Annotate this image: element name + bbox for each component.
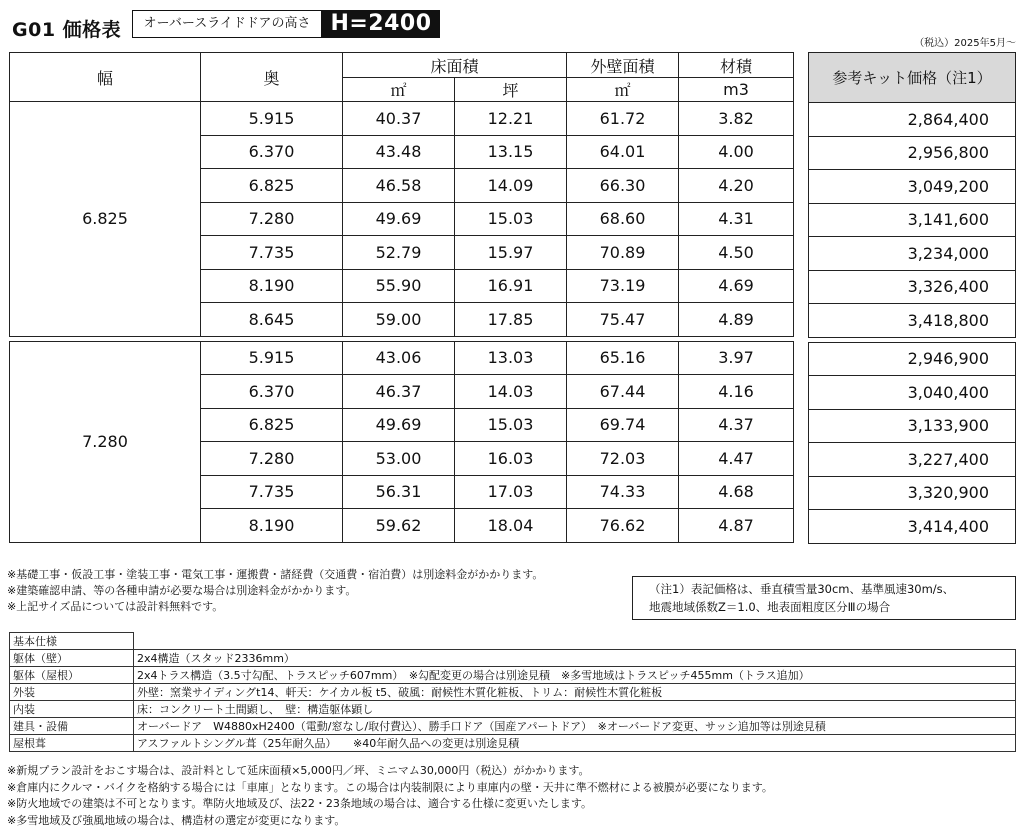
m3-cell: 3.97 [679,341,794,375]
depth-cell: 8.190 [201,269,343,303]
tsubo-cell: 14.09 [455,169,567,203]
table-row [10,102,794,136]
note-line: ※多雪地域及び強風地域の場合は、構造材の選定が変更になります。 [7,813,346,827]
spec-row [10,684,1016,701]
spec-key: 建具・設備 [10,718,134,735]
wall-cell: 73.19 [567,269,679,303]
price-table-body [10,102,794,543]
note1-line: （注1）表記価格は、垂直積雪量30cm、基準風速30m/s、 [649,582,955,596]
wall-cell: 68.60 [567,202,679,236]
depth-cell: 7.735 [201,475,343,509]
notes-top [7,567,543,615]
wall-cell: 74.33 [567,475,679,509]
width-cell: 6.825 [10,102,201,337]
wall-cell: 69.74 [567,408,679,442]
m3-cell: 4.69 [679,269,794,303]
wall-cell: 64.01 [567,135,679,169]
tsubo-cell: 15.03 [455,408,567,442]
table-row [809,203,1016,237]
m2-cell: 59.00 [343,303,455,337]
col-width-header: 幅 [10,53,201,102]
price-cell: 3,040,400 [809,376,1016,410]
spec-value: 2x4構造（スタッド2336mm） [134,650,1016,667]
table-row [809,342,1016,376]
m3-cell: 4.20 [679,169,794,203]
height-value: H=2400 [322,10,440,38]
price-cell: 3,133,900 [809,409,1016,443]
col-kit-price-header: 参考キット価格（注1） [809,53,1016,103]
m2-cell: 49.69 [343,408,455,442]
unit-wall-m2: ㎡ [567,78,679,102]
note-line: ※上記サイズ品については設計料無料です。 [7,600,224,613]
wall-cell: 76.62 [567,509,679,543]
depth-cell: 8.645 [201,303,343,337]
m3-cell: 4.31 [679,202,794,236]
m3-cell: 4.47 [679,442,794,476]
spec-value: 2x4トラス構造（3.5寸勾配、トラスピッチ607mm） ※勾配変更の場合は別途見積 ※多雪地域はトラスピッチ455mm（トラス追加） [134,667,1016,684]
table-row [809,304,1016,338]
m3-cell: 4.87 [679,509,794,543]
tsubo-cell: 17.03 [455,475,567,509]
table-row [809,476,1016,510]
note-line: ※建築確認申請、等の各種申請が必要な場合は別途料金がかかります。 [7,584,357,597]
wall-cell: 66.30 [567,169,679,203]
wall-cell: 61.72 [567,102,679,136]
spec-key: 内装 [10,701,134,718]
tsubo-cell: 16.91 [455,269,567,303]
tsubo-cell: 13.15 [455,135,567,169]
wall-cell: 70.89 [567,236,679,270]
m3-cell: 4.16 [679,375,794,409]
depth-cell: 6.825 [201,169,343,203]
table-row [809,103,1016,137]
spec-value: 床：コンクリート土間顕し、 壁：構造躯体顕し [134,701,1016,718]
unit-m2: ㎡ [343,78,455,102]
tax-note: （税込）2025年5月〜 [914,38,1016,49]
price-cell: 3,234,000 [809,237,1016,271]
tsubo-cell: 18.04 [455,509,567,543]
m3-cell: 4.37 [679,408,794,442]
depth-cell: 8.190 [201,509,343,543]
spec-row [10,650,1016,667]
m2-cell: 53.00 [343,442,455,476]
table-row [809,170,1016,204]
depth-cell: 6.370 [201,375,343,409]
note-line: ※倉庫内にクルマ・バイクを格納する場合には「車庫」となります。この場合は内装制限により車庫内の壁・天井に準不燃材による被膜が必要になります。 [7,780,773,794]
page-title: G01 価格表 [12,19,122,41]
price-cell: 3,141,600 [809,203,1016,237]
spec-key: 躯体（壁） [10,650,134,667]
spec-value: オーバードア W4880xH2400（電動/窓なし/取付費込）、勝手口ドア（国産アパートドア） ※オーバードア変更、サッシ追加等は別途見積 [134,718,1016,735]
depth-cell: 6.370 [201,135,343,169]
note-line: ※新規プラン設計をおこす場合は、設計料として延床面積×5,000円／坪、ミニマム30,000円（税込）がかかります。 [7,764,590,777]
col-material-header: 材積 [679,53,794,78]
tsubo-cell: 16.03 [455,442,567,476]
m2-cell: 40.37 [343,102,455,136]
m3-cell: 3.82 [679,102,794,136]
wall-cell: 65.16 [567,341,679,375]
height-label: オーバースライドドアの高さ [132,10,322,38]
note1-box [632,576,1016,620]
tsubo-cell: 12.21 [455,102,567,136]
price-cell: 3,418,800 [809,304,1016,338]
spec-row [10,718,1016,735]
spec-row [10,735,1016,752]
m2-cell: 59.62 [343,509,455,543]
price-cell: 3,049,200 [809,170,1016,204]
note1-line: 地震地域係数Z＝1.0、地表面粗度区分Ⅲの場合 [649,600,891,614]
tsubo-cell: 15.97 [455,236,567,270]
m2-cell: 56.31 [343,475,455,509]
tsubo-cell: 13.03 [455,341,567,375]
m2-cell: 55.90 [343,269,455,303]
width-cell: 7.280 [10,341,201,542]
table-row [809,376,1016,410]
spec-value: 外壁：窯業サイディングt14、軒天：ケイカル板 t5、破風：耐候性木質化粧板、トリム：耐候性木質化粧板 [134,684,1016,701]
table-row [809,237,1016,271]
m3-cell: 4.68 [679,475,794,509]
m2-cell: 49.69 [343,202,455,236]
col-depth-header: 奥 [201,53,343,102]
table-row [10,341,794,375]
spec-title: 基本仕様 [10,633,134,650]
depth-cell: 6.825 [201,408,343,442]
spec-value: アスファルトシングル葺（25年耐久品） ※40年耐久品への変更は別途見積 [134,735,1016,752]
unit-m3: m3 [679,78,794,102]
m2-cell: 52.79 [343,236,455,270]
spec-row [10,667,1016,684]
depth-cell: 7.280 [201,202,343,236]
spec-key: 屋根葺 [10,735,134,752]
price-cell: 3,320,900 [809,476,1016,510]
table-row [809,136,1016,170]
tsubo-cell: 15.03 [455,202,567,236]
kit-price-table-body [809,103,1016,544]
table-row [809,443,1016,477]
col-floor-area-header: 床面積 [343,53,567,78]
spec-row [10,701,1016,718]
m2-cell: 43.48 [343,135,455,169]
depth-cell: 7.735 [201,236,343,270]
spec-key: 外装 [10,684,134,701]
notes-bottom [7,763,773,829]
unit-tsubo: 坪 [455,78,567,102]
spec-key: 躯体（屋根） [10,667,134,684]
note-line: ※防火地域での建築は不可となります。準防火地域及び、法22・23条地域の場合は、適合する仕様に変更いたします。 [7,797,593,810]
price-cell: 2,946,900 [809,342,1016,376]
col-wall-area-header: 外壁面積 [567,53,679,78]
table-row [809,409,1016,443]
spec-table [9,632,1016,752]
table-row [809,270,1016,304]
m3-cell: 4.50 [679,236,794,270]
price-cell: 3,326,400 [809,270,1016,304]
m2-cell: 46.37 [343,375,455,409]
m2-cell: 46.58 [343,169,455,203]
depth-cell: 5.915 [201,341,343,375]
wall-cell: 72.03 [567,442,679,476]
m3-cell: 4.89 [679,303,794,337]
kit-price-table [808,52,1016,544]
price-table [9,52,794,543]
price-cell: 3,227,400 [809,443,1016,477]
m3-cell: 4.00 [679,135,794,169]
table-row [809,510,1016,544]
wall-cell: 75.47 [567,303,679,337]
spec-title-blank [134,633,1016,650]
m2-cell: 43.06 [343,341,455,375]
depth-cell: 5.915 [201,102,343,136]
wall-cell: 67.44 [567,375,679,409]
price-cell: 2,956,800 [809,136,1016,170]
price-cell: 3,414,400 [809,510,1016,544]
depth-cell: 7.280 [201,442,343,476]
header [0,0,1024,50]
price-cell: 2,864,400 [809,103,1016,137]
tsubo-cell: 17.85 [455,303,567,337]
tsubo-cell: 14.03 [455,375,567,409]
note-line: ※基礎工事・仮設工事・塗装工事・電気工事・運搬費・諸経費（交通費・宿泊費）は別途料金がかかります。 [7,568,544,581]
